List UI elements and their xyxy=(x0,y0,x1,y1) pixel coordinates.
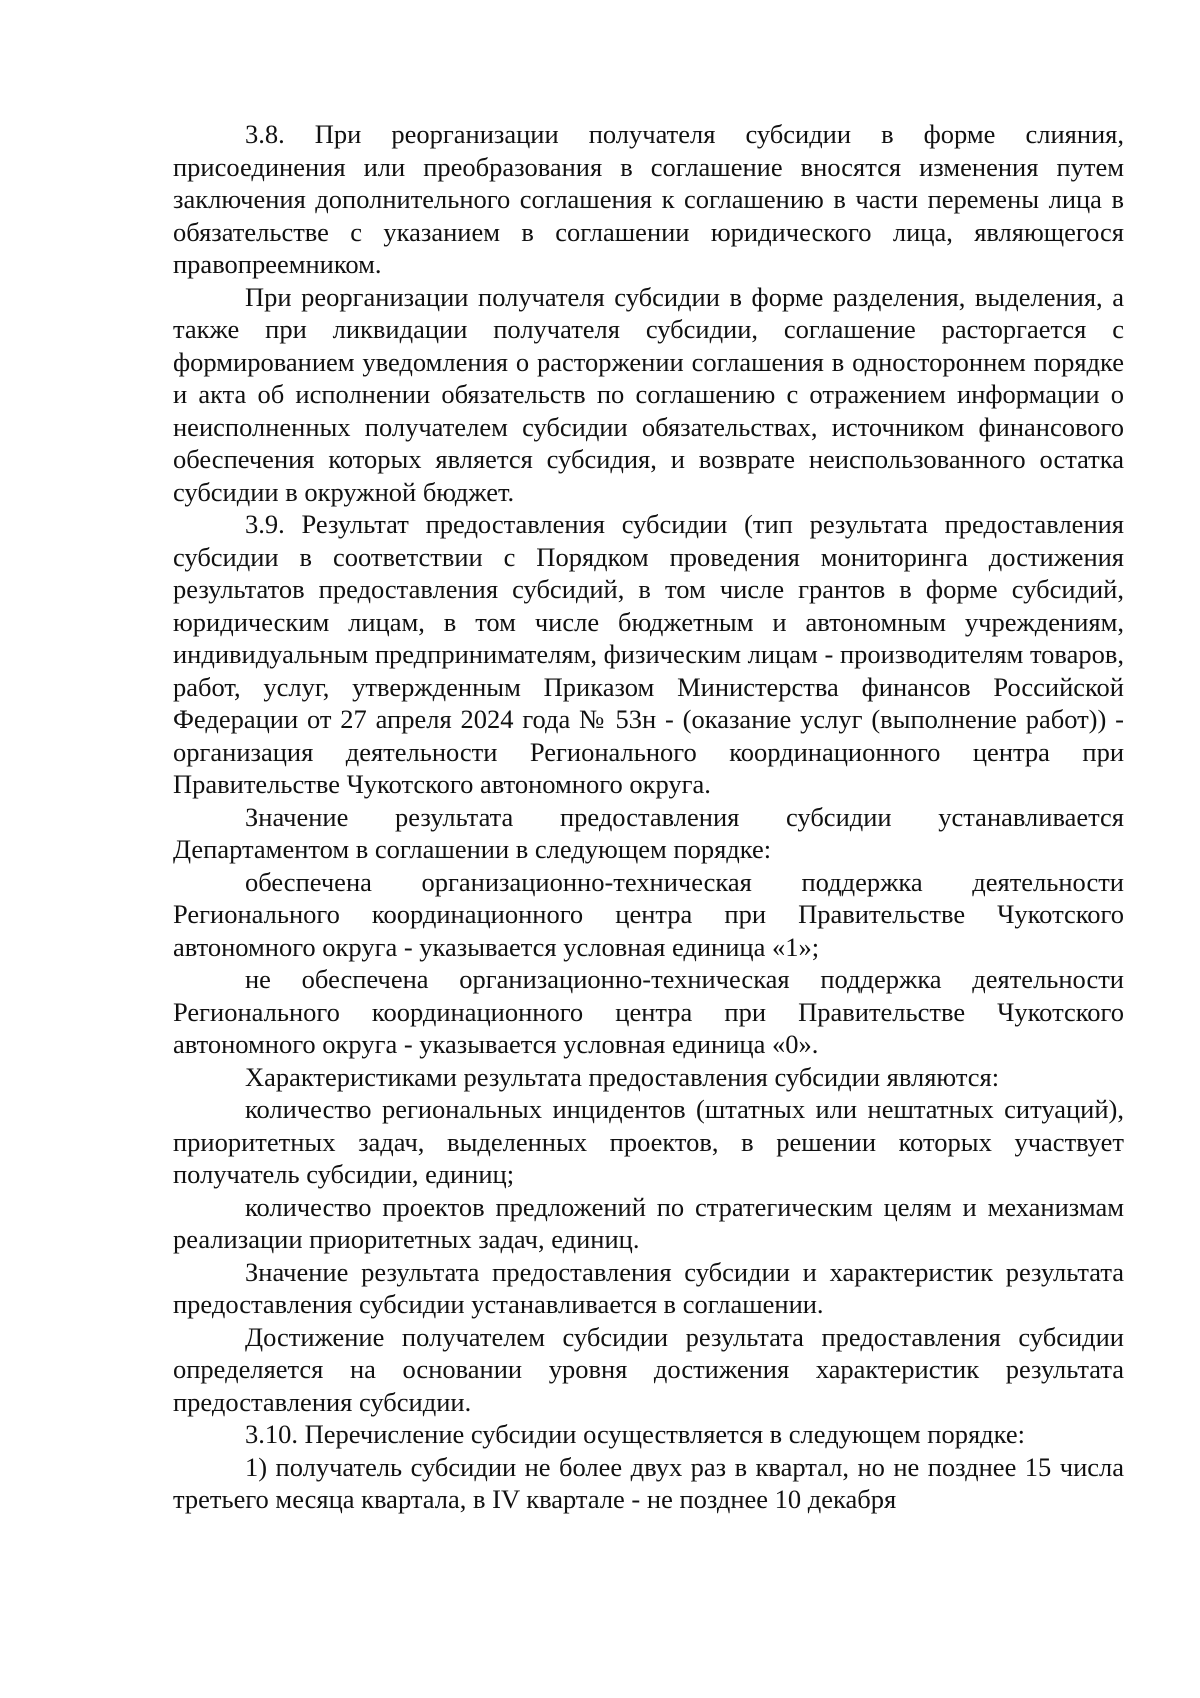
paragraph-support-not-provided: не обеспечена организационно-техническая поддержка деятельности Регионального координационного центра при Правительстве Чукотского автономного округа - указывается условная единица «0». xyxy=(173,964,1124,1059)
paragraph-incidents-count: количество региональных инцидентов (штатных или нештатных ситуаций), приоритетных задач, выделенных проектов, в решении которых участвует получатель субсидии, единиц; xyxy=(173,1094,1124,1189)
paragraph-support-provided: обеспечена организационно-техническая поддержка деятельности Регионального координационного центра при Правительстве Чукотского автономного округа - указывается условная единица «1»; xyxy=(173,866,1124,962)
paragraph-reorganization-liquidation: При реорганизации получателя субсидии в форме разделения, выделения, а также при ликвидации получателя субсидии, соглашение расторгается с формированием уведомления о расторжении соглашения в одностороннем порядке и акта об исполнении обязательств по соглашению с отражением информации о неисполненных получателем субсидии обязательствах, источником финансового обеспечения которых является субсидия, и возврате неиспользованного остатка субсидии в окружной бюджет. xyxy=(173,281,1124,507)
paragraph-characteristics: Характеристиками результата предоставления субсидии являются: xyxy=(245,1061,1000,1092)
paragraph-value-in-agreement: Значение результата предоставления субсидии и характеристик результата предоставления субсидии устанавливается в соглашении. xyxy=(173,1256,1124,1319)
document-body xyxy=(173,118,1124,1516)
paragraph-projects-count: количество проектов предложений по стратегическим целям и механизмам реализации приоритетных задач, единиц. xyxy=(173,1191,1124,1254)
paragraph-achievement: Достижение получателем субсидии результата предоставления субсидии определяется на основании уровня достижения характеристик результата предоставления субсидии. xyxy=(173,1321,1124,1417)
paragraph-3-10: 3.10. Перечисление субсидии осуществляется в следующем порядке: xyxy=(245,1419,1025,1449)
paragraph-3-10-item-1: 1) получатель субсидии не более двух раз в квартал, но не позднее 15 числа третьего месяца квартала, в IV квартале - не позднее 10 декабря xyxy=(173,1451,1124,1514)
paragraph-3-8: 3.8. При реорганизации получателя субсидии в форме слияния, присоединения или преобразования в соглашение вносятся изменения путем заключения дополнительного соглашения к соглашению в части перемены лица в обязательстве с указанием в соглашении юридического лица, являющегося правопреемником. xyxy=(173,119,1124,279)
paragraph-3-9: 3.9. Результат предоставления субсидии (тип результата предоставления субсидии в соответствии с Порядком проведения мониторинга достижения результатов предоставления субсидий, в том числе грантов в форме субсидий, юридическим лицам, в том числе бюджетным и автономным учреждениям, индивидуальным предпринимателям, физическим лицам - производителям товаров, работ, услуг, утвержденным Приказом Министерства финансов Российской Федерации от 27 апреля 2024 года № 53н - (оказание услуг (выполнение работ)) - организация деятельности Регионального координационного центра при Правительстве Чукотского автономного округа. xyxy=(173,509,1124,799)
paragraph-result-value: Значение результата предоставления субсидии устанавливается Департаментом в соглашении в следующем порядке: xyxy=(173,801,1124,864)
